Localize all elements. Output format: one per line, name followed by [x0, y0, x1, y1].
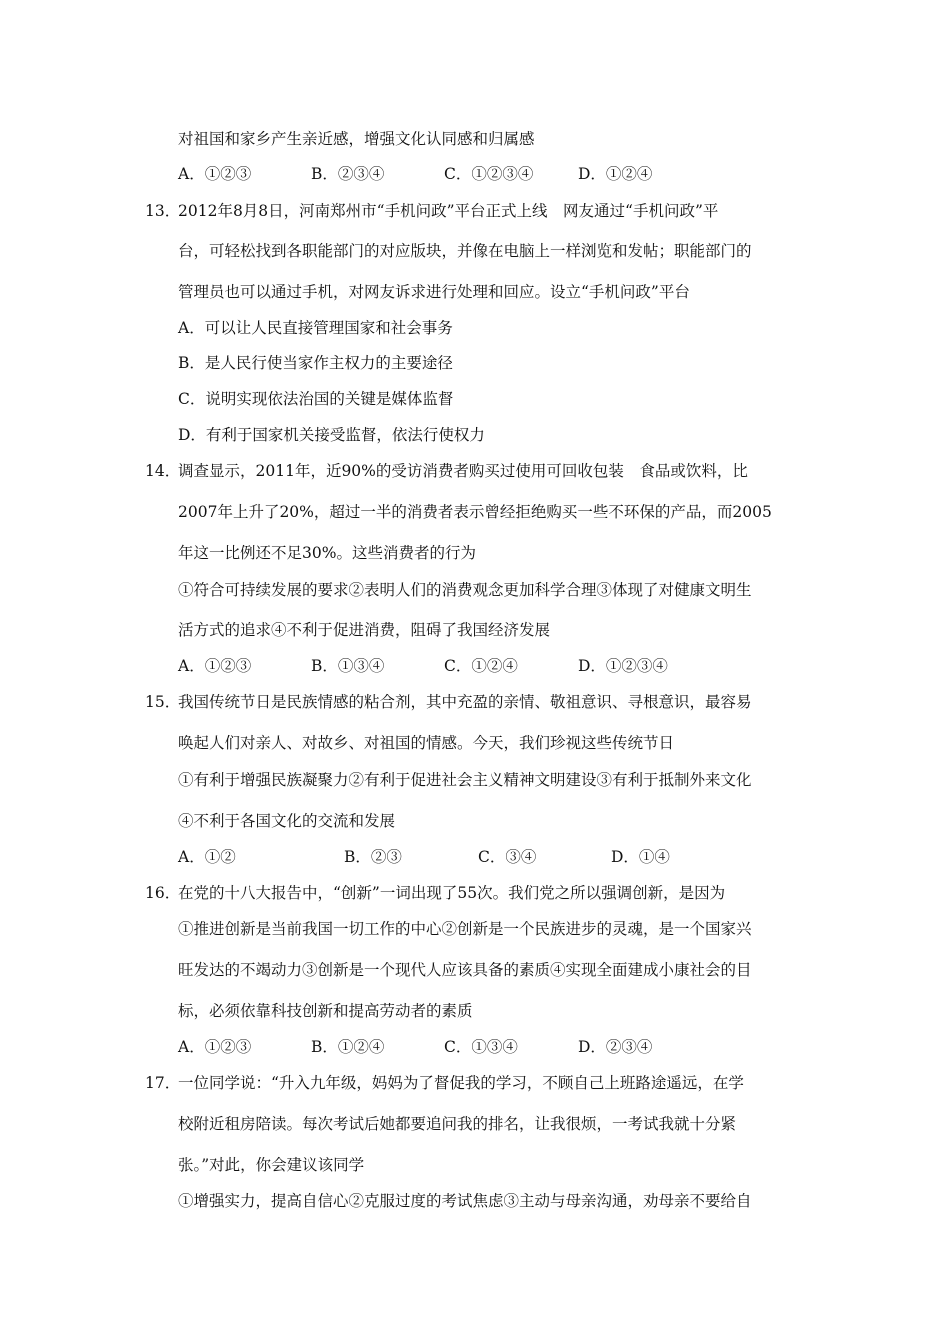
- q14-stem-line: 2007年上升了20%，超过一半的消费者表示曾经拒绝购买一些不环保的产品，而2005: [178, 503, 772, 521]
- q12-option-d: D．①②④: [578, 165, 653, 183]
- q14-statement-line: ①符合可持续发展的要求②表明人们的消费观念更加科学合理③体现了对健康文明生: [178, 581, 752, 599]
- q13-number: 13．: [145, 202, 181, 220]
- q14-statement-line: 活方式的追求④不利于促进消费，阻碍了我国经济发展: [178, 621, 551, 639]
- q17-stem-line: 张。”对此，你会建议该同学: [178, 1156, 365, 1174]
- q15-option-a: A．①②: [178, 848, 236, 866]
- q16-statement-line: 标，必须依靠科技创新和提高劳动者的素质: [178, 1002, 473, 1020]
- q13-option-b: B．是人民行使当家作主权力的主要途径: [178, 354, 453, 372]
- q15-number: 15．: [145, 693, 181, 711]
- q14-option-a: A．①②③: [178, 657, 252, 675]
- q15-statement-line: ④不利于各国文化的交流和发展: [178, 812, 396, 830]
- q14-option-d: D．①②③④: [578, 657, 668, 675]
- q14-stem-line: 调查显示，2011年，近90%的受访消费者购买过使用可回收包装 食品或饮料，比: [178, 462, 748, 480]
- q17-stem-line: 校附近租房陪读。每次考试后她都要追问我的排名，让我很烦，一考试我就十分紧: [178, 1115, 737, 1133]
- q13-option-c: C．说明实现依法治国的关键是媒体监督: [178, 390, 454, 408]
- q16-statement-line: ①推进创新是当前我国一切工作的中心②创新是一个民族进步的灵魂，是一个国家兴: [178, 920, 752, 938]
- q15-option-d: D．①④: [611, 848, 670, 866]
- q17-statement-line: ①增强实力，提高自信心②克服过度的考试焦虑③主动与母亲沟通，劝母亲不要给自: [178, 1192, 752, 1210]
- q12-stem-continued: 对祖国和家乡产生亲近感，增强文化认同感和归属感: [178, 130, 535, 148]
- q16-option-b: B．①②④: [311, 1038, 385, 1056]
- q12-option-c: C．①②③④: [444, 165, 534, 183]
- q13-stem-line: 2012年8月8日，河南郑州市“手机问政”平台正式上线 网友通过“手机问政”平: [178, 202, 719, 220]
- q17-number: 17．: [145, 1074, 181, 1092]
- q16-option-a: A．①②③: [178, 1038, 252, 1056]
- q12-option-b: B．②③④: [311, 165, 385, 183]
- q16-statement-line: 旺发达的不竭动力③创新是一个现代人应该具备的素质④实现全面建成小康社会的目: [178, 961, 752, 979]
- q16-number: 16．: [145, 884, 181, 902]
- q13-option-a: A．可以让人民直接管理国家和社会事务: [178, 319, 453, 337]
- q15-stem-line: 唤起人们对亲人、对故乡、对祖国的情感。今天，我们珍视这些传统节日: [178, 734, 675, 752]
- q16-option-c: C．①③④: [444, 1038, 518, 1056]
- q16-option-d: D．②③④: [578, 1038, 653, 1056]
- q14-option-b: B．①③④: [311, 657, 385, 675]
- q17-stem-line: 一位同学说：“升入九年级，妈妈为了督促我的学习，不顾自己上班路途遥远，在学: [178, 1074, 744, 1092]
- q14-stem-line: 年这一比例还不足30%。这些消费者的行为: [178, 544, 476, 562]
- q16-stem-line: 在党的十八大报告中，“创新”一词出现了55次。我们党之所以强调创新，是因为: [178, 884, 726, 902]
- q15-stem-line: 我国传统节日是民族情感的粘合剂，其中充盈的亲情、敬祖意识、寻根意识，最容易: [178, 693, 752, 711]
- q14-option-c: C．①②④: [444, 657, 518, 675]
- q13-stem-line: 管理员也可以通过手机，对网友诉求进行处理和回应。设立“手机问政”平台: [178, 283, 690, 301]
- q13-stem-line: 台，可轻松找到各职能部门的对应版块，并像在电脑上一样浏览和发帖；职能部门的: [178, 242, 752, 260]
- q13-option-d: D．有利于国家机关接受监督，依法行使权力: [178, 426, 485, 444]
- q15-option-b: B．②③: [344, 848, 402, 866]
- q15-statement-line: ①有利于增强民族凝聚力②有利于促进社会主义精神文明建设③有利于抵制外来文化: [178, 771, 752, 789]
- q14-number: 14．: [145, 462, 181, 480]
- q15-option-c: C．③④: [478, 848, 537, 866]
- q12-option-a: A．①②③: [178, 165, 252, 183]
